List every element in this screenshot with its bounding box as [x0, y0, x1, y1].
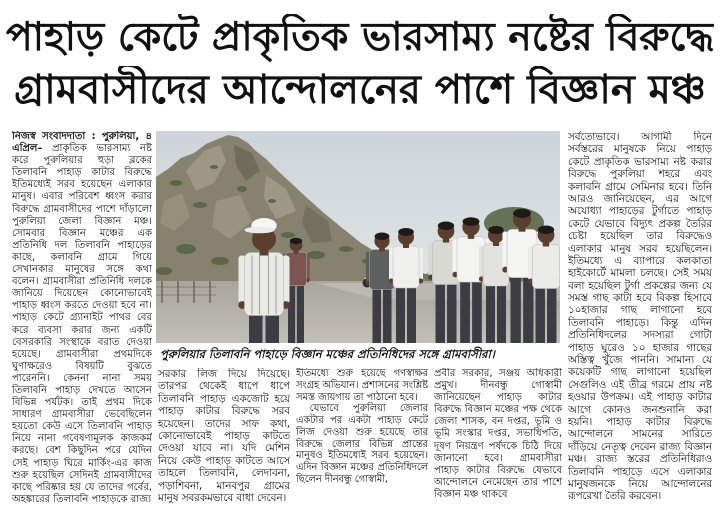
news-photo-illustration	[156, 131, 560, 343]
person-leg	[523, 274, 533, 343]
person-shirt	[532, 244, 559, 288]
article-text: সরকার লিজ দিয়ে দিয়েছে। তারপর থেকেই ধাপে ধাপে তিলাবনি পাহাড় একজোট হয়ে পাহাড় কাটার বিরুদ্ধে সরব হয়েছেন। তাদের সাফ কথা, কোনোভাবেই পাহাড় কাটতে দেওয়া যাবে না। যদি মেশিন নিয়ে কেউ পাহাড় কাটতে আসে তাহলে তিলাবনি, লেদাবনা, পড়াশিবনা, মানবপুর গ্রামের মানুষ সবরকমভাবে বাধা দেবেন।	[158, 368, 290, 504]
headline-line-2: গ্রামবাসীদের আন্দোলনের পাশে বিজ্ঞান মঞ্চ	[14, 67, 706, 113]
person-hair	[538, 226, 554, 234]
byline: নিজস্ব সংবাদদাতা : পুরুলিয়া, ৪ এপ্রিল–	[12, 131, 152, 155]
person-leg	[547, 285, 556, 343]
person-hair	[375, 232, 390, 240]
article-text: সর্বতোভাবে। আগামী দিনে সর্বস্তরের মানুষকে নিয়ে পাহাড় কেটে প্রাকৃতিক ভারসাম্য নষ্ট করার বিরুদ্ধে পুরুলিয়া শহরে এবং কলাবনি গ্রামে সেমিনার হবে। তিনি আরও জানিয়েছেন, এর আগে অযোধ্যা পাহাড়ের টুর্গাতে পাহাড় কেটে যেভাবে বিদ্যুৎ প্রকল্প তৈরির চেষ্টা হয়েছিল তার বিরুদ্ধেও এলাকার মানুষ সরব হয়েছিলেন। ইতিমধ্যে এ ব্যাপারে কলকাতা হাইকোর্টে মামলা চলছে। সেই সময় বলা হয়েছিল টুর্গা প্রকল্পের জন্য যে সমস্ত গাছ কাটা হবে বিকল্প হিসাবে ১০হাজার গাছ লাগানো হবে তিলাবনি পাহাড়ে। কিন্তু এদিন প্রতিনিধিদলের সদস্যরা গোটা পাহাড় ঘুরেও ১০ হাজার গাছের অস্তিত্ব খুঁজে পাননি। সামান্য যে কয়েকটি গাছ লাগানো হয়েছিল সেগুলিও এই তীব্র গরমে প্রায় নষ্ট হওয়ার উপক্রম। এই পাহাড় কাটার আগে কোনও জনশুনানি করা হয়নি। পাহাড় কাটার বিরুদ্ধে আন্দোলনে সামনের সারিতে দাঁড়িয়ে নেতৃত্ব দেবেন রাজ্য বিজ্ঞান মঞ্চ। রাজ্য স্তরের প্রতিনিধিরাও তিলাবনি পাহাড়ে এসে এলাকার মানুষজনকে নিয়ে আন্দোলনের রূপরেখা তৈরি করবেন।	[568, 131, 712, 503]
person-leg	[497, 283, 506, 343]
person-leg	[373, 287, 382, 343]
person-hair	[463, 217, 480, 226]
article-paragraph: যেভাবে পুরুলিয়া জেলার একটার পর একটা পাহাড় কেটে লিজ দেওয়া শুরু হয়েছে তার বিরুদ্ধে জেলার বিভিন্ন প্রান্তের মানুষও ইতিমধ্যেই সরব হয়েছেন। এদিন বিজ্ঞান মঞ্চের প্রতিনিধিদলে ছিলেন দীনবন্ধু গোস্বামী,	[296, 403, 428, 486]
article-column-3	[296, 368, 428, 506]
person-leg	[436, 281, 445, 343]
article-text: প্রাকৃতিক ভারসাম্য নষ্ট করে পুরুলিয়ার হুড়া ব্লকের তিলাবনি পাহাড় কাটার বিরুদ্ধে ইতিমধ্যেই সরব হয়েছেন এলাকার মানুষ। এবার পরিবেশ ধ্বংস করার বিরুদ্ধে গ্রামবাসীদের পাশে দাঁড়ালো পুরুলিয়া জেলা বিজ্ঞান মঞ্চ। সোমবার বিজ্ঞান মঞ্চের এক প্রতিনিধি দল তিলাবনি পাহাড়ের কাছে, কলাবনি গ্রামে গিয়ে সেখানকার মানুষের সঙ্গে কথা বলেন। গ্রামবাসীরা প্রতিনিধি দলকে জানিয়ে দিয়েছেন কোনোভাবেই পাহাড় ধ্বংস করতে দেওয়া হবে না। পাহাড় কেটে গ্র্যানাইট পাথর বের করে ব্যবসা করার জন্য একটি বেসরকারি সংস্থাকে বরাত দেওয়া হয়েছে। গ্রামবাসীরা প্রথমদিকে ঘুণাক্ষরেও বিষয়টি বুঝতে পারেননি। কেননা নানা সময় তিলাবনি পাহাড় দেখতে আসেন বিভিন্ন পর্যটক। তাই প্রথম দিকে সাধারণ গ্রামবাসীরা ভেবেছিলেন হয়তো কেউ এসে তিলাবনি পাহাড় নিয়ে নানা গবেষণামূলক কাজকর্ম করছে। বেশ কিছুদিন পরে যেদিন সেই পাহাড় ঘিরে মার্কিং-এর কাজ শুরু হয়েছিল সেদিনই গ্রামবাসীদের কাছে পরিষ্কার হয় যে তাদের গর্বের, অহঙ্কারের তিলাবনি পাহাড়কে রাজ্য	[12, 143, 152, 505]
person-leg	[486, 283, 495, 343]
article-column-2	[158, 368, 290, 506]
person-hair	[488, 226, 504, 234]
person-hair	[438, 222, 454, 230]
person-shirt	[245, 253, 284, 316]
person-leg	[266, 311, 280, 343]
person-hair	[513, 209, 531, 218]
article-column-1	[12, 131, 152, 506]
article-column-4	[434, 368, 562, 506]
person-shirt	[393, 246, 419, 288]
article-paragraph: ইতিমধ্যে শুরু হয়েছে গণস্বাক্ষর সংগ্রহ অভিযান। প্রশাসনের সংশ্লিষ্ট সমস্ত জায়গায় তা পাঠানো হবে।	[296, 368, 428, 403]
news-photo	[156, 131, 560, 343]
person-leg	[249, 311, 263, 343]
person-leg	[536, 285, 545, 343]
article-text: প্রবীর সরকার, সঞ্জয় অধিকারী প্রমুখ। দীনবন্ধু গোস্বামী জানিয়েছেন পাহাড় কাটার বিরুদ্ধে বিজ্ঞান মঞ্চের পক্ষ থেকে জেলা শাসক, বন দপ্তর, ভূমি ও ভূমি সংস্কার দপ্তর, সভাধিপতি, দূষণ নিয়ন্ত্রণ পর্ষদকে চিঠি দিয়ে জানানো হবে। গ্রামবাসীরা পাহাড় কাটার বিরুদ্ধে যেভাবে আন্দোলনে নেমেছেন তার পাশে বিজ্ঞান মঞ্চ থাকবে	[434, 368, 562, 500]
person-leg	[396, 285, 405, 343]
person-leg	[472, 279, 482, 343]
photo-caption: পুরুলিয়ার তিলাবনি পাহাড়ে বিজ্ঞান মঞ্চের প্রতিনিধিদের সঙ্গে গ্রামবাসীরা।	[160, 347, 495, 361]
person-leg	[407, 285, 416, 343]
person-leg	[297, 283, 304, 343]
article-column-5	[568, 131, 712, 503]
person-leg	[511, 274, 521, 343]
cap-brim	[245, 227, 275, 234]
person-leg	[460, 279, 470, 343]
headline-line-1: পাহাড় কেটে প্রাকৃতিক ভারসাম্য নষ্টের বিরুদ্ধে	[6, 15, 714, 60]
person-hair	[290, 238, 302, 244]
person-leg	[383, 287, 392, 343]
person-hair	[398, 228, 414, 236]
person-leg	[447, 281, 456, 343]
